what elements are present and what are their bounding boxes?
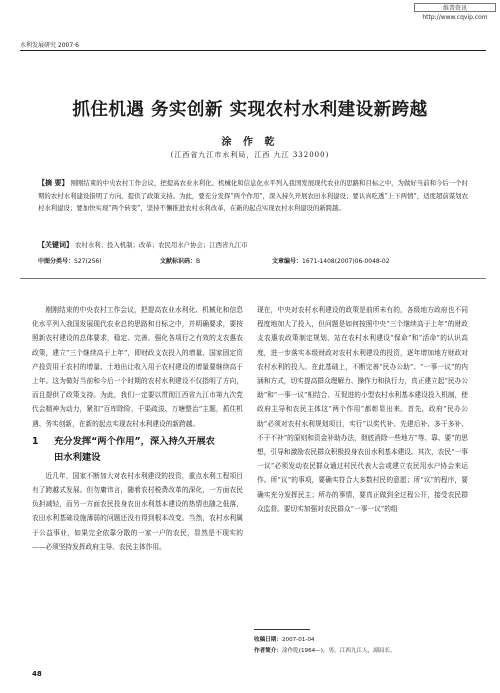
abstract-separator bbox=[20, 278, 486, 279]
section-heading-1: 1 充分发挥“两个作用”，深入持久开展农 田水利建设 bbox=[32, 435, 215, 463]
keywords-text: 农村水利；投入机制；改革；农民用水户协会；江西省九江市 bbox=[75, 241, 248, 249]
keywords bbox=[38, 240, 468, 250]
abstract-text: 刚刚结束的中央农村工作会议，把提高农业水利化、机械化和信息化水平列入我国发展现代农业的思路和目标之中，为做好当前和今后一个时期的农村水利建设指明了方向、提供了政策支持。为此，要充分发挥“两个作用”，深入持久开展农田水利建设；要认真吃透“上下两情”，适度超前谋划农村水利建设；要加快实现“两个转变”，坚持不懈推进农村水利改革，在新的起点实现农村水利建设的新跨越。 bbox=[38, 179, 469, 213]
document-code: 文献标识码：B bbox=[160, 258, 201, 265]
footnote-rule bbox=[254, 629, 310, 630]
article-id: 文章编号：1671-1408(2007)06-0048-02 bbox=[272, 258, 390, 265]
continued-paragraph: 现在，中央对农村水利建设的政策是前所未有的，各级地方政府也不同程度地加大了投入，但问题是如何按照中央“三个继续高于上年”的财政支农惠农政策制定规划，站在农村水利建设“保命”和“活命”的认识高度，进一步落实本级财政对农村水利建设的投资，逐年增加地方财政对农村水利的投入。在此基础上，不断完善“民办公助”、“一事一议”的内涵和方式，切实提高群众理解力、操作力和执行力，真正建立起“民办公助”和“一事一议”相结合、互促进的小型农村水利基本建设投入机制，使政府主导和农民主体这“两个作用”都彰显出来。首先，政府“民办公助”必须对农村水利规划项目，实行“以奖代补、先建后补、多干多补、不干不补”的原则和资金补助办法，彻底消除一些地方“等、靠、要”的思想，引导和激励农民群众积极投身农田水利基本建设。其次，农民“一事一议”必须发动农民群众通过村民代表大会或建立农民用水户协会来运作。所“议”的事项，要确实符合大多数村民的意愿；所“议”的程序，要确实充分发挥民主；所办的事情，要真正做到全过程公开，接受农民群众监督。要切实加强对农民群众“一事一议”的组 bbox=[257, 306, 468, 513]
header-rule bbox=[20, 50, 486, 51]
abstract-label: 【摘 要】 bbox=[38, 179, 69, 187]
classification-number: 中图分类号：S27(256) bbox=[38, 258, 102, 265]
keywords-label: 【关键词】 bbox=[38, 241, 73, 249]
section-1-paragraph: 近几年，国家不断加大对农村水利建设的投资，重点水利工程项目有了跨越式发展。但勿庸讳言，随着农村税费改革的深化，一方面农民负担减轻，而另一方面农民投身农田水利基本建设的热情也随之低落，农田水利基础设施薄弱的问题还没有得到根本改变。当然，农村水利属于公益事业，如果完全依靠分散的一家一户的农民，显然是不现实的——必须坚持发挥政府主导、农民主体作用。 bbox=[32, 471, 243, 551]
author-bio: 作者简介：涂作乾(1964—)，男，江西九江人，副局长。 bbox=[254, 648, 396, 654]
intro-paragraph: 刚刚结束的中央农村工作会议，把提高农业水利化、机械化和信息化水平列入我国发展现代农业总的思路和目标之中，并明确要求，要按照新农村建设的总体要求，稳定、完善、强化各项行之有效的支农惠农政策，建立“三个继续高于上年”，即财政支农投入的增量、国家固定资产投资用于农村的增量、土地出让收入用于农村建设的增量要继续高于上年。这为做好当前和今后一个时期的农村水利建设不仅指明了方向，而且提供了政策支持。为此，我们一定要以贯彻江西省九江市第九次党代会精神为动力，紧扣“百库除险、千渠疏浚、万塘整治”主题，抓住机遇、务实创新，在新的起点实现农村水利建设的新跨越。 bbox=[32, 306, 243, 428]
abstract bbox=[38, 177, 468, 215]
source-watermark: 维普资讯 http://www.cqvip.com bbox=[414, 3, 496, 12]
page-number: 48 bbox=[32, 670, 42, 678]
section-number: 1 bbox=[32, 435, 39, 447]
right-column bbox=[257, 303, 468, 516]
received-date: 收稿日期：2007-01-04 bbox=[254, 637, 315, 643]
author-name: 涂 作 乾 bbox=[221, 137, 279, 148]
author-affiliation: (江西省九江市水利局，江西 九江 332000) bbox=[170, 151, 330, 159]
left-column bbox=[32, 303, 243, 554]
article-title: 抓住机遇 务实创新 实现农村水利建设新跨越 bbox=[72, 100, 428, 120]
journal-header: 水利发展研究 2007·6 bbox=[20, 42, 79, 49]
